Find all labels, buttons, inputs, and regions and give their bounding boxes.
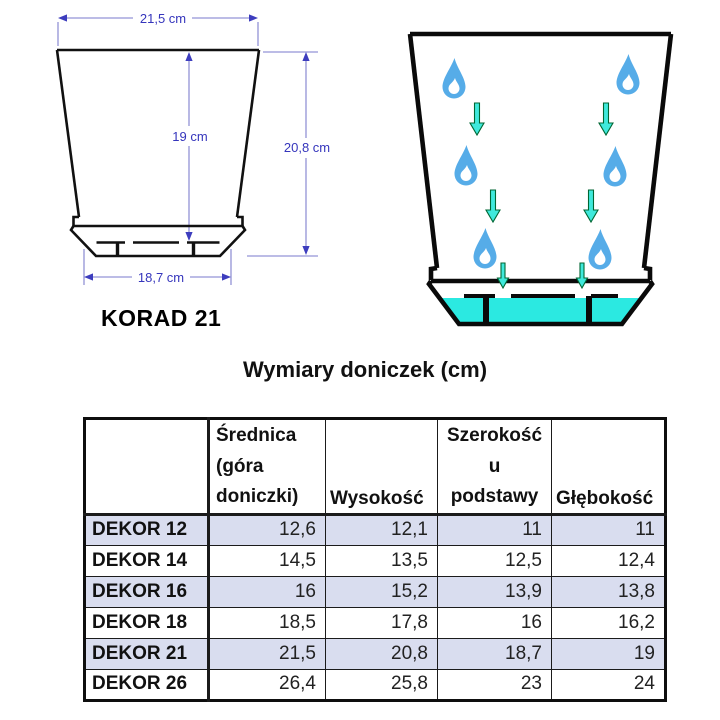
cell-glebokosc: 11	[552, 514, 666, 545]
dimensions-table-container	[83, 417, 667, 702]
row-label: DEKOR 18	[85, 607, 209, 638]
water-drop-icon	[617, 54, 640, 95]
table-row	[85, 545, 666, 576]
header-wysokosc: Wysokość	[326, 419, 438, 515]
cell-srednica: 16	[209, 576, 326, 607]
row-label: DEKOR 14	[85, 545, 209, 576]
cell-szerokosc: 23	[438, 669, 552, 700]
down-arrow-icon	[470, 103, 484, 135]
header-glebokosc: Głębokość	[552, 419, 666, 515]
water-drop-icon	[474, 228, 497, 269]
table-row	[85, 638, 666, 669]
cell-glebokosc: 16,2	[552, 607, 666, 638]
cell-wysokosc: 20,8	[326, 638, 438, 669]
down-arrow-icon	[584, 190, 598, 222]
cell-glebokosc: 24	[552, 669, 666, 700]
water-drop-icons	[443, 54, 640, 270]
water-drop-icon	[604, 146, 627, 187]
table-row	[85, 576, 666, 607]
table-row	[85, 669, 666, 700]
header-szerokosc	[438, 419, 552, 515]
row-label: DEKOR 26	[85, 669, 209, 700]
header-row	[85, 419, 666, 515]
table-row	[85, 514, 666, 545]
cell-wysokosc: 13,5	[326, 545, 438, 576]
water-drop-icon	[455, 145, 478, 186]
pot-dimension-diagram	[40, 2, 340, 302]
cell-szerokosc: 13,9	[438, 576, 552, 607]
header-empty	[85, 419, 209, 515]
table-row	[85, 607, 666, 638]
row-label: DEKOR 12	[85, 514, 209, 545]
down-arrow-icon	[577, 263, 588, 288]
dimensions-table	[83, 417, 667, 702]
cell-szerokosc: 18,7	[438, 638, 552, 669]
cell-wysokosc: 17,8	[326, 607, 438, 638]
header-line: Średnica	[216, 425, 297, 446]
inner-height-label: 19 cm	[172, 129, 208, 144]
cell-glebokosc: 19	[552, 638, 666, 669]
water-drop-icon	[443, 58, 466, 99]
header-line: Szerokość	[446, 425, 543, 446]
pot-watering-diagram	[393, 16, 687, 338]
cell-glebokosc: 12,4	[552, 545, 666, 576]
header-line: podstawy	[450, 486, 539, 507]
cell-wysokosc: 12,1	[326, 514, 438, 545]
down-arrow-icon	[498, 263, 509, 288]
table-title: Wymiary doniczek (cm)	[242, 357, 488, 382]
cell-srednica: 18,5	[209, 607, 326, 638]
cell-glebokosc: 13,8	[552, 576, 666, 607]
down-arrow-icon	[599, 103, 613, 135]
header-line: doniczki)	[216, 486, 299, 507]
header-line: u	[488, 455, 501, 477]
dimension-arrowheads	[58, 14, 310, 280]
model-name-label: KORAD 21	[101, 305, 222, 331]
cell-wysokosc: 15,2	[326, 576, 438, 607]
row-label: DEKOR 16	[85, 576, 209, 607]
header-srednica	[209, 419, 326, 515]
row-label: DEKOR 21	[85, 638, 209, 669]
water-reservoir	[440, 298, 642, 322]
down-arrow-icon	[486, 190, 500, 222]
cell-szerokosc: 11	[438, 514, 552, 545]
top-width-label: 21,5 cm	[139, 11, 187, 26]
cell-srednica: 12,6	[209, 514, 326, 545]
cell-wysokosc: 25,8	[326, 669, 438, 700]
cell-szerokosc: 12,5	[438, 545, 552, 576]
cell-srednica: 14,5	[209, 545, 326, 576]
total-height-label: 20,8 cm	[283, 140, 331, 155]
cell-srednica: 21,5	[209, 638, 326, 669]
base-width-label: 18,7 cm	[137, 270, 185, 285]
cell-szerokosc: 16	[438, 607, 552, 638]
pot-outline	[57, 50, 259, 256]
water-drop-icon	[589, 229, 612, 270]
header-line: (góra	[216, 455, 264, 477]
cell-srednica: 26,4	[209, 669, 326, 700]
